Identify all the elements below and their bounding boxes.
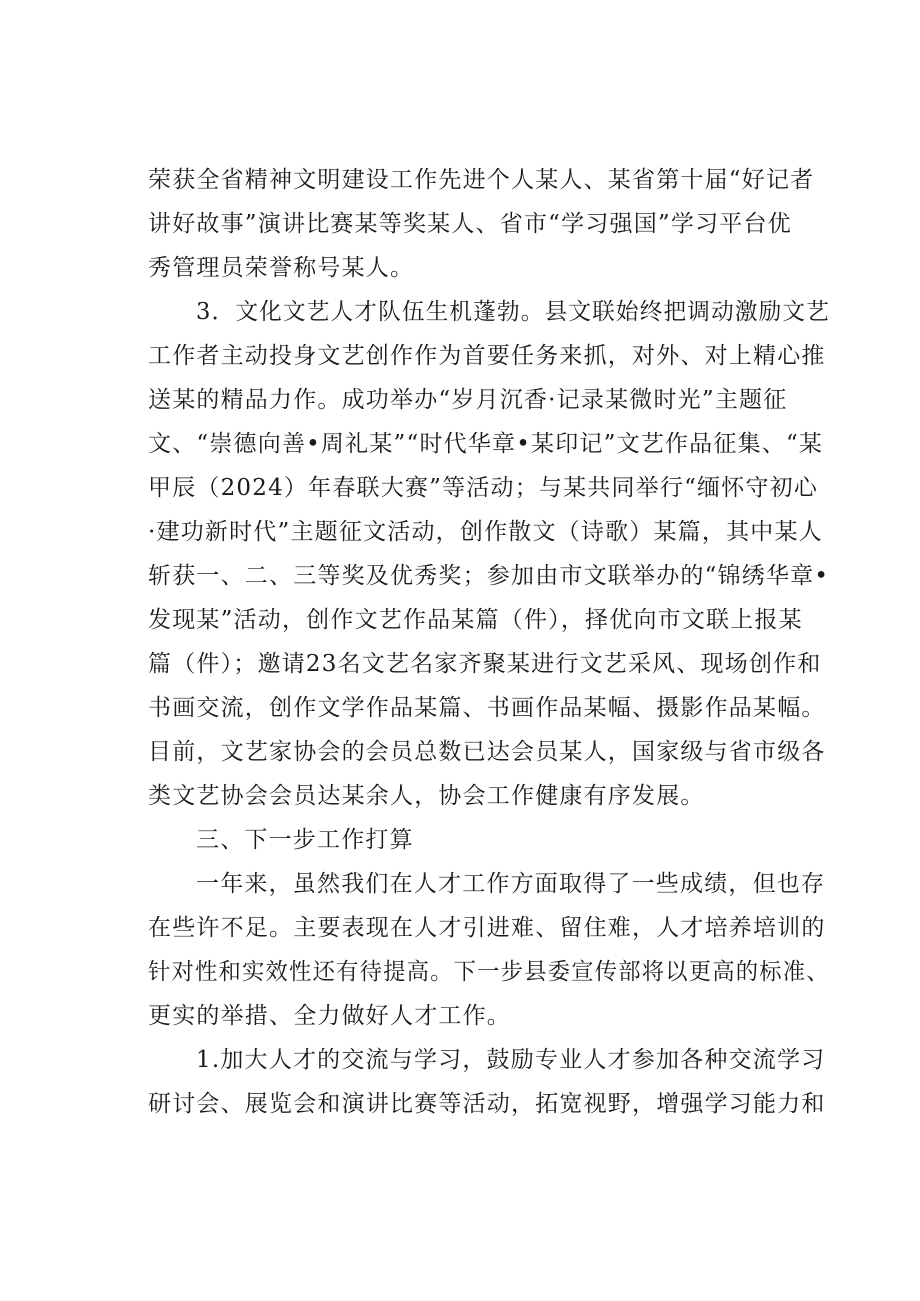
text-line: 送某的精品力作。成功举办“岁月沉香·记录某微时光”主题征 [148,387,788,413]
text-line: 讲好故事”演讲比赛某等奖某人、省市“学习强国”学习平台优 [148,211,792,237]
section-heading: 三、下一步工作打算 [196,827,414,853]
text-line: 斩获一、二、三等奖及优秀奖；参加由市文联举办的“锦绣华章• [148,563,830,589]
text-line: 甲辰（2024）年春联大赛”等活动；与某共同举行“缅怀守初心 [148,475,819,501]
text-line: 研讨会、展览会和演讲比赛等活动，拓宽视野，增强学习能力和 [148,1091,826,1117]
text-line: 书画交流，创作文学作品某篇、书画作品某幅、摄影作品某幅。 [148,695,826,721]
text-line: ·建功新时代”主题征文活动，创作散文（诗歌）某篇，其中某人 [148,519,823,545]
paragraph-first-line: 3．文化文艺人才队伍生机蓬勃。县文联始终把调动激励文艺 [196,299,831,325]
text-line: 针对性和实效性还有待提高。下一步县委宣传部将以更高的标准、 [148,959,830,985]
paragraph-first-line: 一年来，虽然我们在人才工作方面取得了一些成绩，但也存 [196,871,826,897]
text-line: 文、“崇德向善•周礼某”“时代华章•某印记”文艺作品征集、“某 [148,431,824,457]
text-line: 在些许不足。主要表现在人才引进难、留住难，人才培养培训的 [148,915,826,941]
text-line: 工作者主动投身文艺创作作为首要任务来抓，对外、对上精心推 [148,343,826,369]
text-line: 荣获全省精神文明建设工作先进个人某人、某省第十届“好记者 [148,167,815,193]
text-line: 更实的举措、全力做好人才工作。 [148,1003,511,1029]
text-line: 篇（件）；邀请23名文艺名家齐聚某进行文艺采风、现场创作和 [148,651,822,677]
text-line: 秀管理员荣誉称号某人。 [148,255,415,281]
text-line: 目前，文艺家协会的会员总数已达会员某人，国家级与省市级各 [148,739,826,765]
paragraph-first-line: 1.加大人才的交流与学习，鼓励专业人才参加各种交流学习 [196,1047,826,1073]
text-line: 类文艺协会会员达某余人，协会工作健康有序发展。 [148,783,705,809]
text-line: 发现某”活动，创作文艺作品某篇（件），择优向市文联上报某 [148,607,803,633]
